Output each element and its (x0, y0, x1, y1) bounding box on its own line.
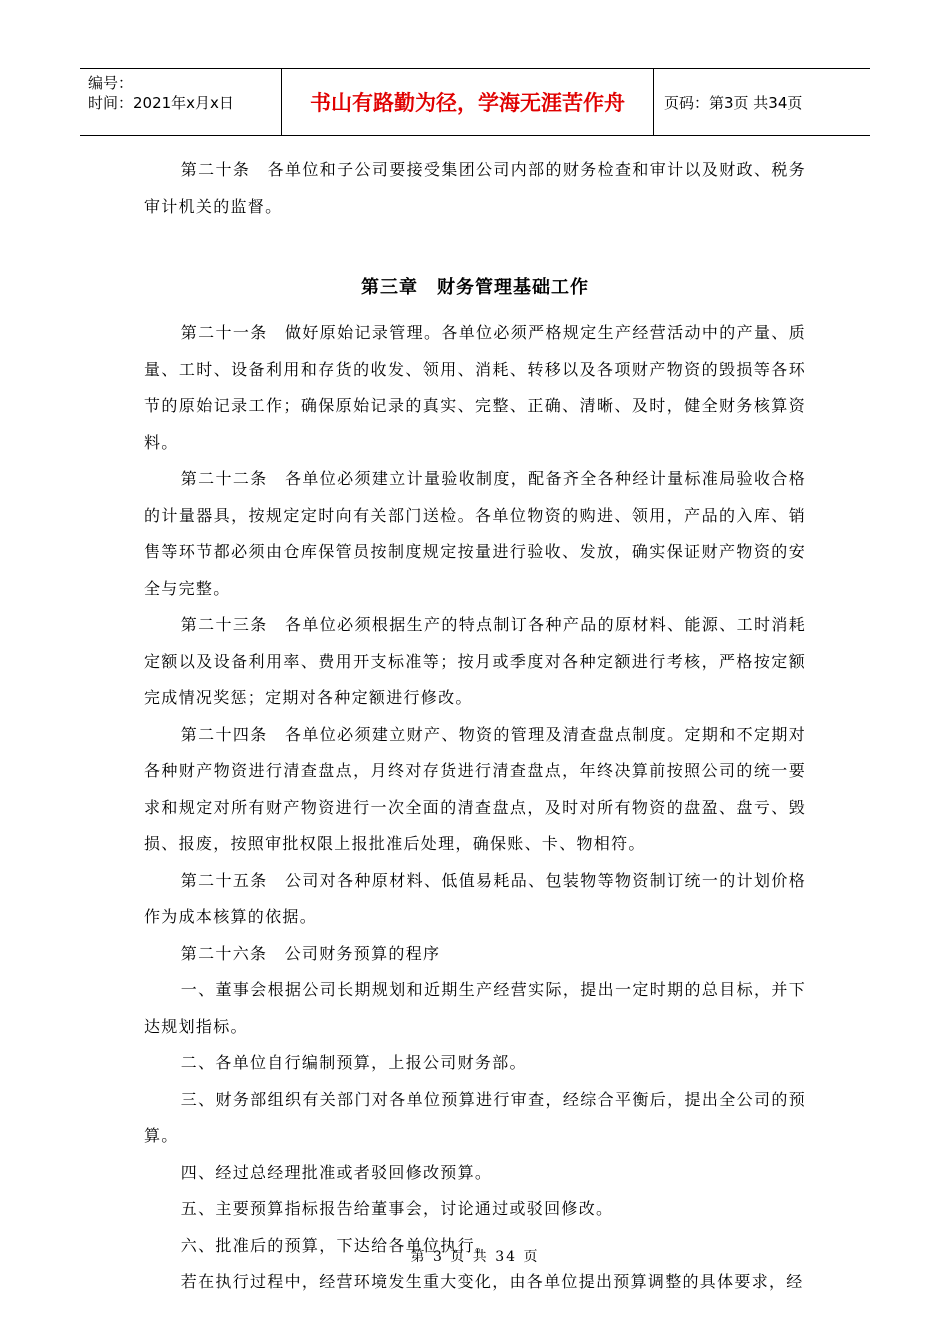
budget-adjustment-paragraph: 若在执行过程中，经营环境发生重大变化，由各单位提出预算调整的具体要求，经 (180, 1272, 804, 1291)
document-body (144, 152, 806, 1301)
header-page-label: 页码：第3页 共34页 (664, 93, 803, 112)
page-header (80, 68, 870, 136)
article-26: 第二十六条 公司财务预算的程序 (180, 943, 441, 963)
chapter-title: 第三章 财务管理基础工作 (361, 277, 589, 298)
procedure-item-6: 六、批准后的预算，下达给各单位执行。 (180, 1235, 493, 1255)
procedure-item-5: 五、主要预算指标报告给董事会，讨论通过或驳回修改。 (180, 1199, 614, 1218)
procedure-item-2: 二、各单位自行编制预算，上报公司财务部。 (180, 1053, 527, 1072)
article-21: 第二十一条 做好原始记录管理。各单位必须严格规定生产经营活动中的产量、质量、工时、设备利用和存货的收发、领用、消耗、转移以及各项财产物资的毁损等各环节的原始记录工作；确保原始记录的真实、完整、正确、清晰、及时，健全财务核算资料。 (144, 323, 806, 452)
article-23: 第二十三条 各单位必须根据生产的特点制订各种产品的原材料、能源、工时消耗定额以及设备利用率、费用开支标准等；按月或季度对各种定额进行考核，严格按定额完成情况奖惩；定期对各种定额进行修改。 (144, 615, 806, 707)
article-25: 第二十五条 公司对各种原材料、低值易耗品、包装物等物资制订统一的计划价格作为成本核算的依据。 (144, 870, 806, 926)
procedure-item-1: 一、董事会根据公司长期规划和近期生产经营实际，提出一定时期的总目标，并下达规划指标。 (144, 980, 806, 1036)
article-20: 第二十条 各单位和子公司要接受集团公司内部的财务检查和审计以及财政、税务审计机关的监督。 (144, 160, 806, 216)
header-motto: 书山有路勤为径，学海无涯苦作舟 (282, 69, 654, 135)
blank-line (144, 225, 806, 261)
procedure-item-4: 四、经过总经理批准或者驳回修改预算。 (180, 1162, 493, 1182)
header-meta-cell (80, 69, 282, 135)
article-24: 第二十四条 各单位必须建立财产、物资的管理及清查盘点制度。定期和不定期对各种财产物资进行清查盘点，月终对存货进行清查盘点，年终决算前按照公司的统一要求和规定对所有财产物资进行一次全面的清查盘点，及时对所有物资的盘盈、盘亏、毁损、报废，按照审批权限上报批准后处理，确保账、卡、物相符。 (144, 724, 806, 853)
article-22: 第二十二条 各单位必须建立计量验收制度，配备齐全各种经计量标准局验收合格的计量器具，按规定定时向有关部门送检。各单位物资的购进、领用，产品的入库、销售等环节都必须由仓库保管员按制度规定按量进行验收、发放，确实保证财产物资的安全与完整。 (144, 469, 806, 598)
page-footer: 第 3 页 共 34 页 (410, 1249, 540, 1265)
document-number-label: 编号： (88, 74, 134, 92)
procedure-item-3: 三、财务部组织有关部门对各单位预算进行审查，经综合平衡后，提出全公司的预算。 (144, 1089, 806, 1145)
document-date-label: 时间：2021年x月x日 (88, 94, 234, 112)
